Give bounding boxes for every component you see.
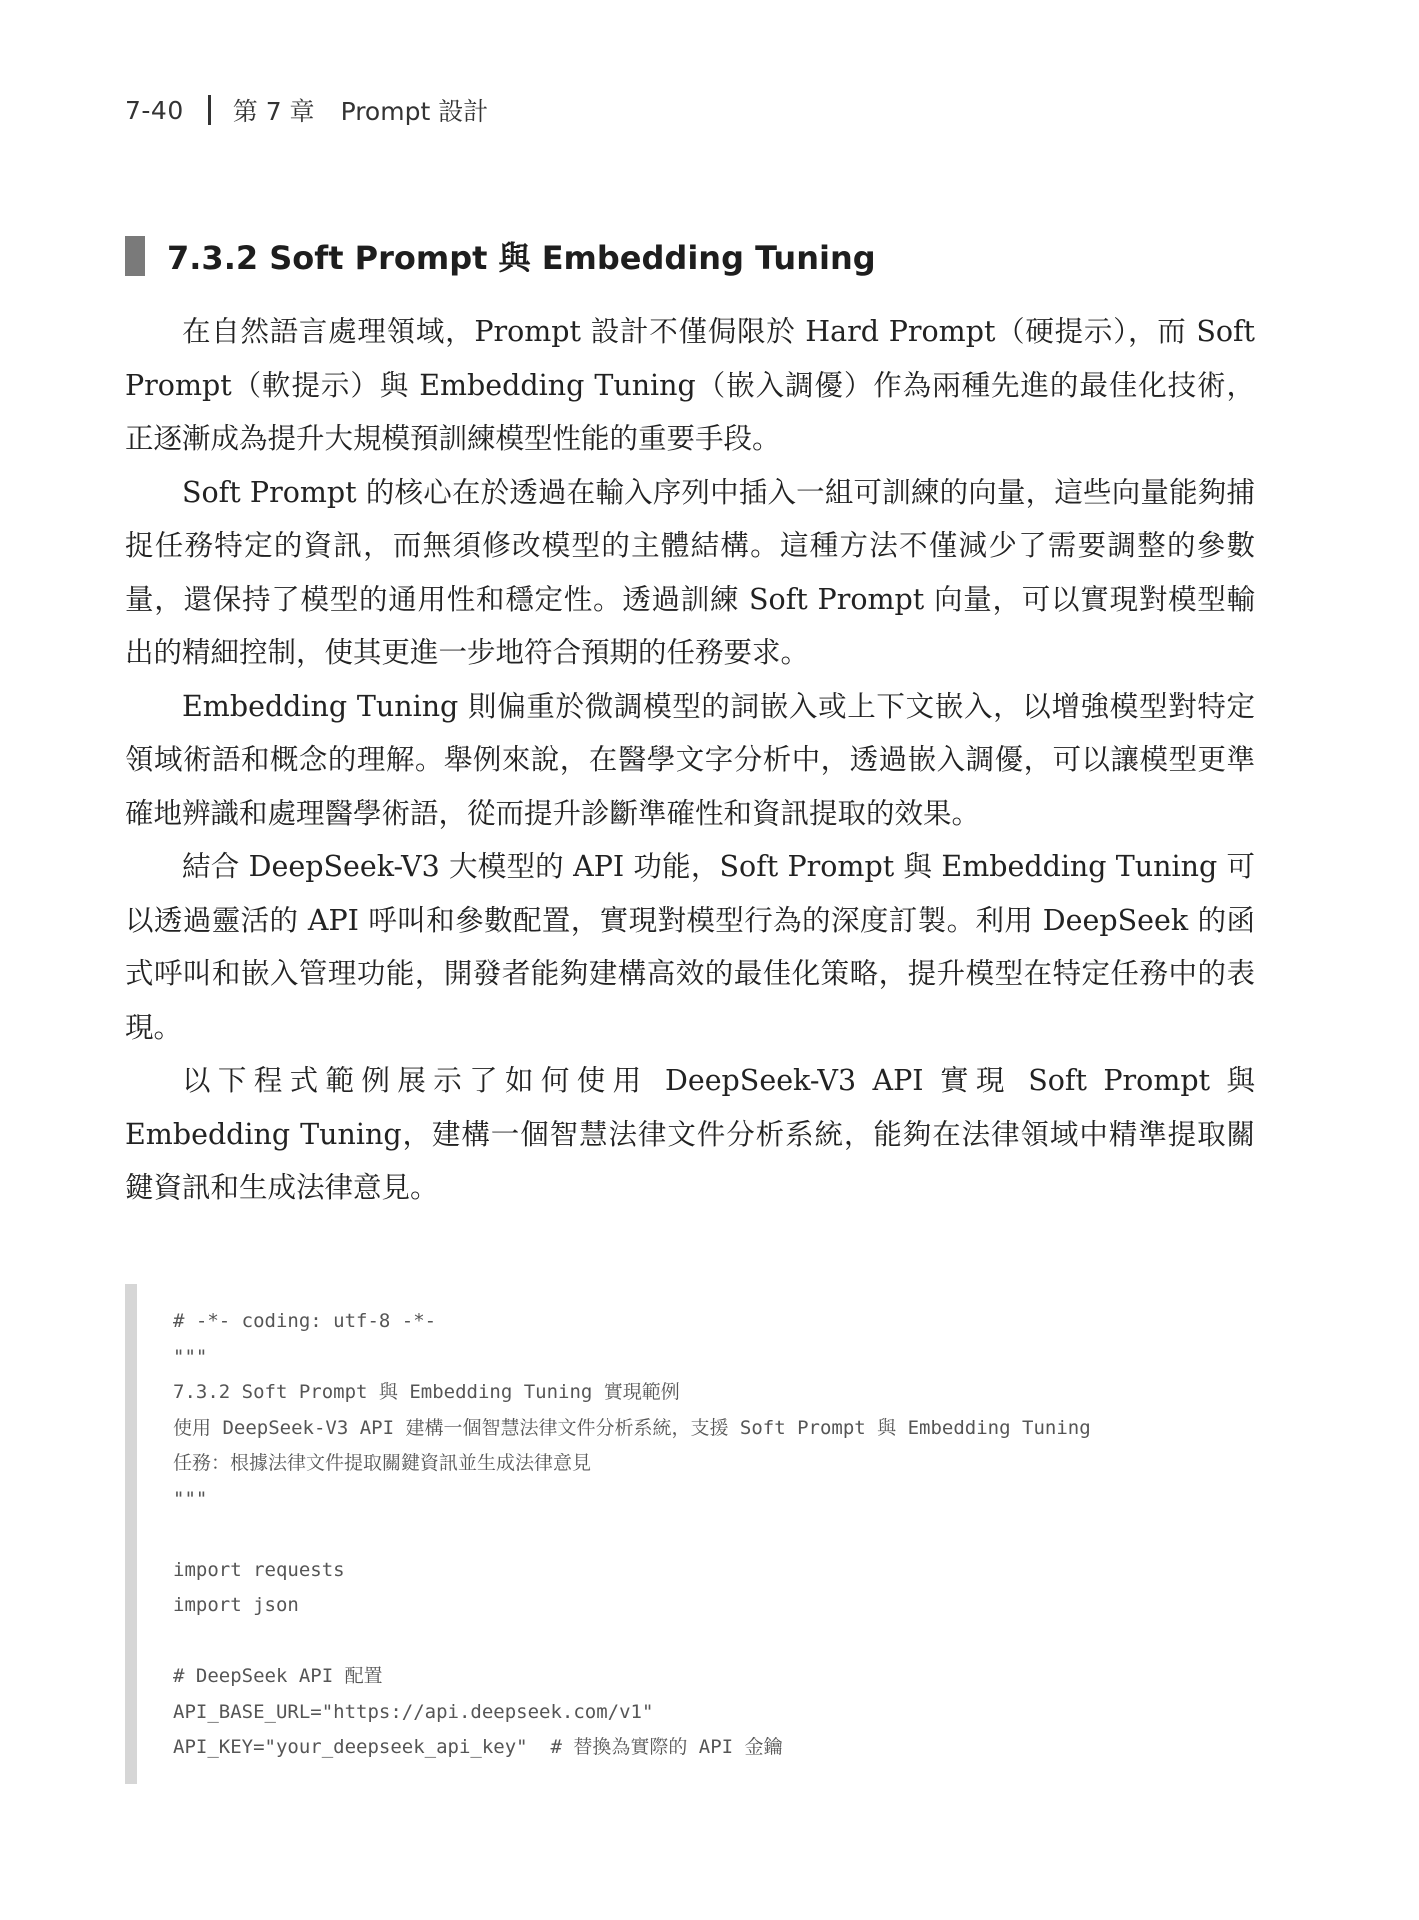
- code-line: [173, 1624, 1255, 1660]
- code-line: # -*- coding: utf-8 -*-: [173, 1310, 437, 1332]
- code-line: import json: [173, 1594, 299, 1616]
- code-line: """: [173, 1345, 208, 1368]
- chapter-title: Prompt 設計: [340, 97, 489, 126]
- chapter-number: 第 7 章: [232, 97, 315, 126]
- code-line: 任務：根據法律文件提取關鍵資訊並生成法律意見: [173, 1452, 592, 1474]
- page-number: 7-40: [125, 95, 184, 125]
- paragraph: Soft Prompt 的核心在於透過在輸入序列中插入一組可訓練的向量，這些向量能夠捕捉任務特定的資訊，而無須修改模型的主體結構。這種方法不僅減少了需要調整的參數量，還保持了模型的通用性和穩定性。透過訓練 Soft Prompt 向量，可以實現對模型輸出的精細控制，使其更進一步地符合預期的任務要求。: [125, 475, 1255, 669]
- paragraph: 以下程式範例展示了如何使用 DeepSeek-V3 API 實現 Soft Prompt 與 Embedding Tuning，建構一個智慧法律文件分析系統，能夠在法律領域中精準提取關鍵資訊和生成法律意見。: [125, 1064, 1255, 1204]
- code-line: 使用 DeepSeek-V3 API 建構一個智慧法律文件分析系統，支援 Soft Prompt 與 Embedding Tuning: [173, 1416, 1091, 1439]
- code-line: """: [173, 1487, 208, 1510]
- code-listing: [125, 1284, 1255, 1784]
- body-text: [125, 305, 1255, 1215]
- code-line: import requests: [173, 1558, 345, 1581]
- code-line: API_KEY="your_deepseek_api_key" # 替換為實際的 API 金鑰: [173, 1736, 783, 1758]
- running-header: [125, 90, 488, 130]
- section-heading: [125, 234, 876, 278]
- code-line: [173, 1517, 1255, 1553]
- section-title: 7.3.2 Soft Prompt 與 Embedding Tuning: [167, 239, 876, 277]
- paragraph: Embedding Tuning 則偏重於微調模型的詞嵌入或上下文嵌入，以增強模型對特定領域術語和概念的理解。舉例來說，在醫學文字分析中，透過嵌入調優，可以讓模型更準確地辨識和處理醫學術語，從而提升診斷準確性和資訊提取的效果。: [125, 689, 1255, 830]
- code-line: # DeepSeek API 配置: [173, 1665, 383, 1687]
- paragraph: 在自然語言處理領域，Prompt 設計不僅侷限於 Hard Prompt（硬提示），而 Soft Prompt（軟提示）與 Embedding Tuning（嵌入調優）作為兩種先進的最佳化技術，正逐漸成為提升大規模預訓練模型性能的重要手段。: [125, 315, 1255, 455]
- code-line: API_BASE_URL="https://api.deepseek.com/v1": [173, 1700, 654, 1723]
- heading-marker: [125, 236, 145, 276]
- paragraph: 結合 DeepSeek-V3 大模型的 API 功能，Soft Prompt 與 Embedding Tuning 可以透過靈活的 API 呼叫和參數配置，實現對模型行為的深度訂製。利用 DeepSeek 的函式呼叫和嵌入管理功能，開發者能夠建構高效的最佳化策略，提升模型在特定任務中的表現。: [125, 850, 1255, 1044]
- code-line: 7.3.2 Soft Prompt 與 Embedding Tuning 實現範例: [173, 1381, 680, 1403]
- header-divider: [208, 95, 211, 125]
